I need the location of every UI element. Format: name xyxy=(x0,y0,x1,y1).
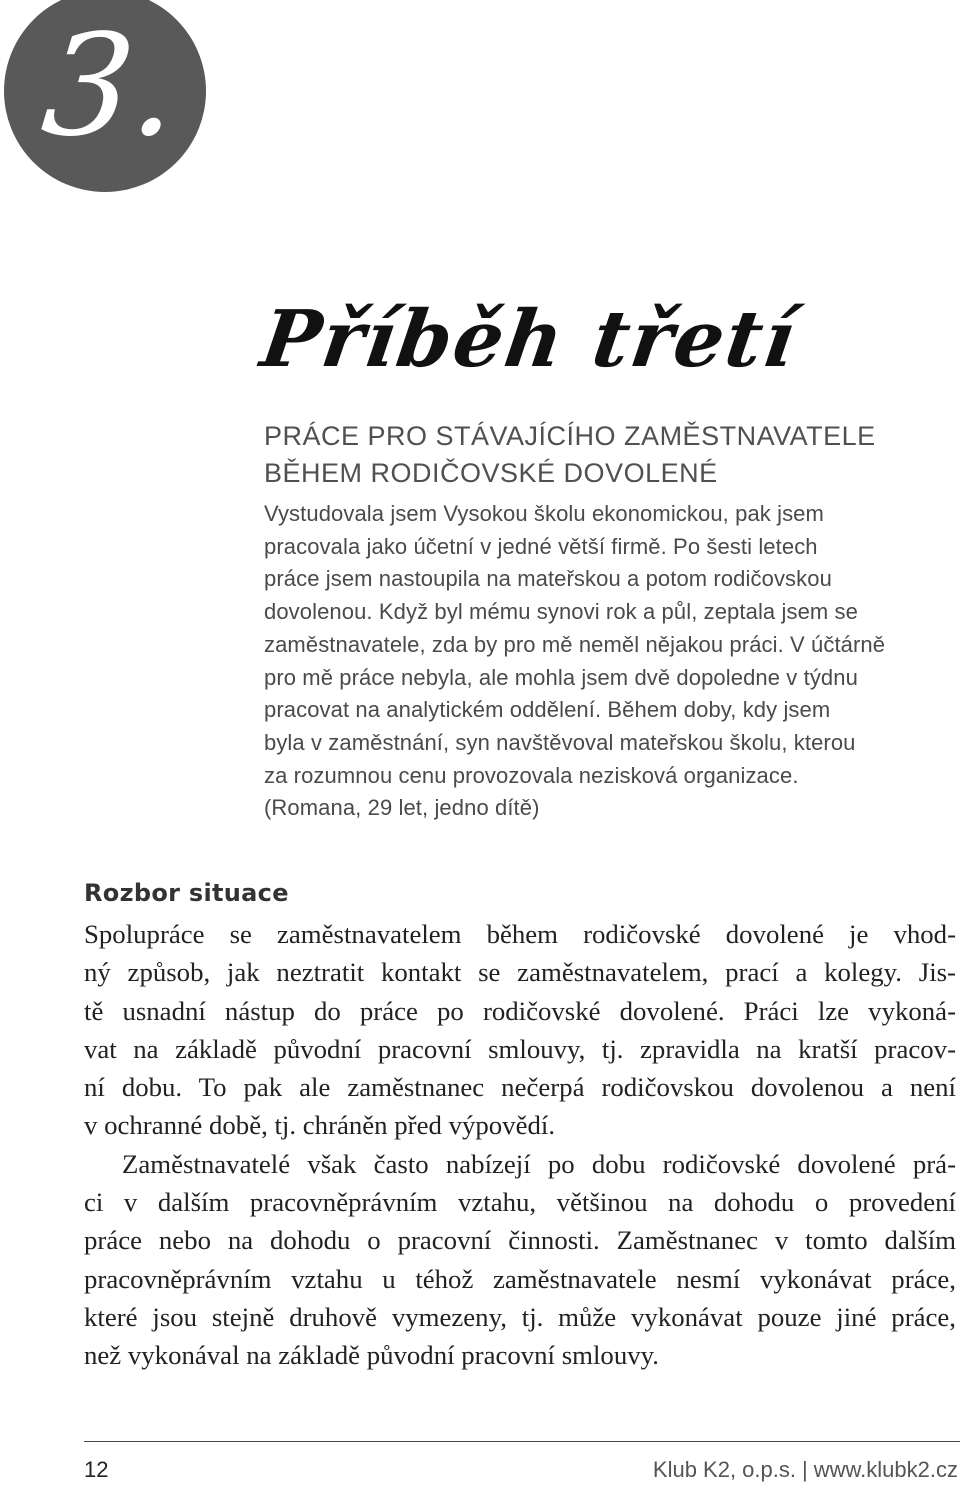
analysis-line: vat na základě původní pracovní smlouvy, tj. zpravidla na kratší pracov- xyxy=(84,1033,956,1064)
story-text-line: Vystudovala jsem Vysokou školu ekonomickou, pak jsem xyxy=(264,501,824,526)
analysis-line: tě usnadní nástup do práce po rodičovské dovolené. Práci lze vykoná- xyxy=(84,995,956,1026)
publisher-website: www.klubk2.cz xyxy=(813,1457,958,1482)
story-text-line: pracovat na analytickém oddělení. Během doby, kdy jsem xyxy=(264,697,831,723)
chapter-number: 3. xyxy=(35,5,187,168)
publisher-name: Klub K2, o.p.s. xyxy=(652,1457,796,1482)
footer-divider xyxy=(84,1441,960,1442)
chapter-number-badge xyxy=(4,0,206,192)
story-text-line: práce jsem nastoupila na mateřskou a potom rodičovskou xyxy=(264,566,832,592)
story-attribution: (Romana, 29 let, jedno dítě) xyxy=(264,795,540,821)
analysis-body xyxy=(84,915,956,1375)
story-text-line: zaměstnavatele, zda by pro mě neměl nějakou práci. V účtárně xyxy=(264,631,886,657)
story-subtitle-line: PRÁCE PRO STÁVAJÍCÍHO ZAMĚSTNAVATELE xyxy=(264,421,876,451)
page-number: 12 xyxy=(84,1457,109,1482)
analysis-heading: Rozbor situace xyxy=(84,879,289,907)
story-text-line: za rozumnou cenu provozovala nezisková organizace. xyxy=(264,762,799,788)
footer-separator: | xyxy=(802,1457,808,1482)
analysis-line: ci v dalším pracovněprávním vztahu, většinou na dohodu o provedení xyxy=(84,1187,956,1218)
story-quote xyxy=(264,498,954,825)
analysis-line: Zaměstnavatelé však často nabízejí po dobu rodičovské dovolené prá- xyxy=(122,1148,956,1179)
analysis-line: které jsou stejně druhově vymezeny, tj. může vykonávat pouze jiné práce, xyxy=(84,1301,956,1332)
story-title: Příběh třetí xyxy=(255,294,803,385)
analysis-line: než vykonával na základě původní pracovní smlouvy. xyxy=(84,1340,659,1371)
footer-publisher-info xyxy=(653,1456,958,1484)
analysis-line: v ochranné době, tj. chráněn před výpovědí. xyxy=(84,1110,556,1141)
story-subtitle-line: BĚHEM RODIČOVSKÉ DOVOLENÉ xyxy=(264,458,718,488)
story-text-line: byla v zaměstnání, syn navštěvoval mateřskou školu, kterou xyxy=(264,729,856,755)
analysis-line: ný způsob, jak neztratit kontakt se zaměstnavatelem, prací a kolegy. Jis- xyxy=(84,957,956,988)
story-text-line: pracovala jako účetní v jedné větší firmě. Po šesti letech xyxy=(264,533,818,559)
story-text-line: dovolenou. Když byl mému synovi rok a půl, zeptala jsem se xyxy=(264,599,858,625)
story-subtitle xyxy=(264,418,876,492)
analysis-line: pracovněprávním vztahu u téhož zaměstnavatele nesmí vykonávat práce, xyxy=(84,1263,956,1294)
analysis-line: práce nebo na dohodu o pracovní činnosti. Zaměstnanec v tomto dalším xyxy=(84,1225,956,1256)
story-text-line: pro mě práce nebyla, ale mohla jsem dvě dopoledne v týdnu xyxy=(264,664,858,690)
analysis-line: Spolupráce se zaměstnavatelem během rodičovské dovolené je vhod- xyxy=(84,919,956,949)
analysis-line: ní dobu. To pak ale zaměstnanec nečerpá rodičovskou dovolenou a není xyxy=(84,1072,956,1103)
